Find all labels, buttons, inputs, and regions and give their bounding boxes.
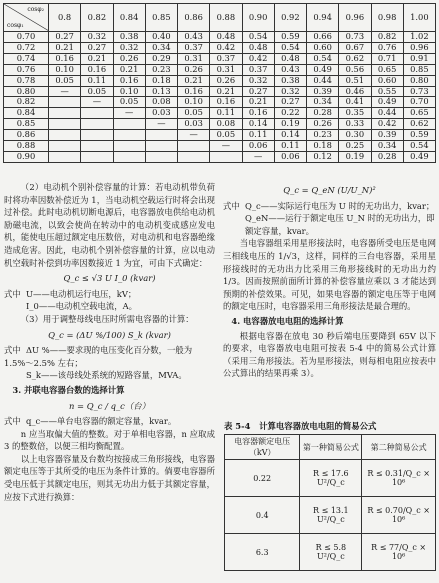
table-cell: R ≤ 5.8 U²/Q_c xyxy=(300,534,362,571)
table-cell xyxy=(49,119,81,130)
table-cell: 0.05 xyxy=(210,130,242,141)
table-cell xyxy=(210,151,242,162)
table-row xyxy=(4,119,436,130)
table-cell: 0.26 xyxy=(178,64,210,75)
table-cell xyxy=(113,119,145,130)
table-cell: 0.82 xyxy=(371,32,403,43)
column-header: 0.92 xyxy=(274,4,306,32)
table-row xyxy=(4,64,436,75)
diagonal-header-cell xyxy=(4,4,49,32)
table-cell: 0.39 xyxy=(371,130,403,141)
table-cell: 0.49 xyxy=(403,151,435,162)
table-cell: 0.32 xyxy=(242,75,274,86)
discharge-resistor-table xyxy=(224,434,436,571)
table-cell xyxy=(145,151,177,162)
table-cell: 0.41 xyxy=(339,97,371,108)
column-header: 0.86 xyxy=(178,4,210,32)
table-cell xyxy=(81,130,113,141)
table-cell: 0.26 xyxy=(307,119,339,130)
table-cell: 0.59 xyxy=(403,130,435,141)
table-cell: 0.08 xyxy=(210,119,242,130)
table-cell: 0.62 xyxy=(403,119,435,130)
table-cell: 0.65 xyxy=(403,108,435,119)
row-label: 0.74 xyxy=(4,53,49,64)
table-cell: 0.43 xyxy=(274,64,306,75)
column-header: 0.85 xyxy=(145,4,177,32)
formula-count: n = Q_c / q_c（台） xyxy=(69,400,150,411)
definitions-bus xyxy=(4,344,215,382)
table-cell: 0.16 xyxy=(178,86,210,97)
table-cell: 0.28 xyxy=(307,108,339,119)
table-row xyxy=(4,86,436,97)
table-cell: 0.62 xyxy=(339,53,371,64)
where-label: 式中 xyxy=(4,288,21,299)
table-cell xyxy=(81,141,113,152)
table-cell: 0.65 xyxy=(371,64,403,75)
row-label: 0.80 xyxy=(4,86,49,97)
table-cell: 0.06 xyxy=(274,151,306,162)
table-cell xyxy=(113,130,145,141)
column-header: 0.94 xyxy=(307,4,339,32)
table-cell: 0.46 xyxy=(339,86,371,97)
table-cell: 0.21 xyxy=(49,42,81,53)
table-cell: 0.22 xyxy=(225,460,300,497)
row-label: 0.76 xyxy=(4,64,49,75)
table-cell: — xyxy=(242,151,274,162)
table-cell: 0.03 xyxy=(145,108,177,119)
table-cell: 0.05 xyxy=(49,75,81,86)
table-cell: 0.67 xyxy=(339,42,371,53)
table-cell: 0.34 xyxy=(371,141,403,152)
table-cell: 0.73 xyxy=(403,86,435,97)
table-cell: 0.14 xyxy=(242,119,274,130)
table-cell: 0.16 xyxy=(210,97,242,108)
column-header: 0.82 xyxy=(81,4,113,32)
row-label: 0.72 xyxy=(4,42,49,53)
table-cell: 0.37 xyxy=(242,64,274,75)
table-cell: 0.71 xyxy=(371,53,403,64)
column-header: 电容器额定电压（kV） xyxy=(225,435,300,460)
column-header: 第二种简易公式 xyxy=(362,435,436,460)
table-cell: 0.10 xyxy=(113,86,145,97)
table-cell: 0.54 xyxy=(242,32,274,43)
table-cell: — xyxy=(210,141,242,152)
table-cell: 0.23 xyxy=(145,64,177,75)
table-cell: 0.16 xyxy=(113,75,145,86)
table-cell xyxy=(49,130,81,141)
row-label: 0.88 xyxy=(4,141,49,152)
table-cell: 0.80 xyxy=(403,75,435,86)
column-header: 1.00 xyxy=(403,4,435,32)
table-cell xyxy=(113,151,145,162)
table-cell: 0.05 xyxy=(178,108,210,119)
table-cell: 0.27 xyxy=(81,42,113,53)
table-caption xyxy=(224,420,436,432)
table-cell: 0.54 xyxy=(403,141,435,152)
column-header: 0.90 xyxy=(242,4,274,32)
table-cell: 0.44 xyxy=(371,108,403,119)
where-label: 式中 xyxy=(4,416,21,427)
table-cell: 0.44 xyxy=(307,75,339,86)
table-cell: 0.11 xyxy=(81,75,113,86)
table-cell: 0.51 xyxy=(339,75,371,86)
table-cell: 0.38 xyxy=(113,32,145,43)
row-label: 0.86 xyxy=(4,130,49,141)
table-cell: 0.60 xyxy=(307,42,339,53)
table-cell xyxy=(81,151,113,162)
table-cell xyxy=(81,108,113,119)
table-cell: 0.05 xyxy=(81,86,113,97)
table-cell: 0.11 xyxy=(210,108,242,119)
table-cell: 0.56 xyxy=(339,64,371,75)
table-cell: 0.13 xyxy=(145,86,177,97)
table-cell: 0.34 xyxy=(307,97,339,108)
table-cell: 0.19 xyxy=(339,151,371,162)
column-header: 第一种简易公式 xyxy=(300,435,362,460)
table-cell: 0.22 xyxy=(274,108,306,119)
table-cell: — xyxy=(81,97,113,108)
table-cell: 6.3 xyxy=(225,534,300,571)
table-cell: 0.54 xyxy=(274,42,306,53)
table-cell: 0.31 xyxy=(178,53,210,64)
table-row xyxy=(4,75,436,86)
table-cell: 0.54 xyxy=(307,53,339,64)
table-cell: 0.10 xyxy=(178,97,210,108)
table-cell: 0.14 xyxy=(274,130,306,141)
where-label: 式中 xyxy=(223,200,240,211)
table-row xyxy=(4,42,436,53)
table-cell: 0.30 xyxy=(339,130,371,141)
row-label: 0.78 xyxy=(4,75,49,86)
table-cell xyxy=(49,97,81,108)
table-cell xyxy=(145,130,177,141)
table-cell: 0.85 xyxy=(403,64,435,75)
table-cell xyxy=(49,151,81,162)
definitions-motor xyxy=(4,288,215,313)
table-cell: 0.4 xyxy=(225,497,300,534)
table-cell: 0.16 xyxy=(49,53,81,64)
table-cell: 0.31 xyxy=(210,64,242,75)
table-cell xyxy=(178,141,210,152)
table-cell: 0.11 xyxy=(274,141,306,152)
table-cell: 0.73 xyxy=(339,32,371,43)
table-cell: 0.43 xyxy=(178,32,210,43)
table-cell: 0.21 xyxy=(178,75,210,86)
table-cell: 0.70 xyxy=(403,97,435,108)
table-cell: 0.08 xyxy=(145,97,177,108)
table-cell: 0.37 xyxy=(178,42,210,53)
table-cell: 0.35 xyxy=(339,108,371,119)
table-cell: 0.33 xyxy=(339,119,371,130)
table-cell xyxy=(178,151,210,162)
table-cell: 0.10 xyxy=(49,64,81,75)
table-cell: 0.34 xyxy=(145,42,177,53)
table-cell: 0.29 xyxy=(145,53,177,64)
paragraph-bus-voltage: （3）用于调整母线电压时所需电容器的计算： xyxy=(20,313,194,324)
table-row xyxy=(4,32,436,43)
table-cell: 0.42 xyxy=(210,42,242,53)
paragraph-voltage-conversion: 以上电容器容量及台数均按接成三角形接线，电容器额定电压等于其所受的电压为条件计算的。倘要电容器所受电压低于其额定电压，则其无功出力低于其额定容量，应按下式进行换算： xyxy=(4,453,215,502)
def-unit-capacity: q_c——单台电容器的额定容量，kvar。 xyxy=(26,416,177,427)
table-cell xyxy=(49,108,81,119)
where-label: 式中 xyxy=(4,345,21,356)
header-cos-phi1: cosφ₁ xyxy=(7,22,24,29)
table-cell: 0.21 xyxy=(210,86,242,97)
table-row xyxy=(225,460,436,497)
column-header: 0.84 xyxy=(113,4,145,32)
paragraph-discharge-resistor: 根据电容器在放电 30 秒后端电压要降到 65V 以下的要求，电容器放电电阻可按表 5-4 中的简易公式计算（采用三角形接法。若为星形接法，则每相电阻应按表中公式算出的结果再乘 3）。 xyxy=(223,330,436,379)
paragraph-star-connection: 当电容器组采用星形接法时，电容器所受电压是电网三相线电压的 1/√3，这样，同样的三台电容器，采用星形接线时的无功出力比采用三角形接线时的无功出力约 1/3。因而按照前面所计算的补偿容量应乘以 3 才能达到预期的补偿效果。可见，如果电容器的额定电压等于电网的额定电压时，电容器采用三角形接法是最合理的。 xyxy=(223,238,436,312)
table-cell: 0.55 xyxy=(371,86,403,97)
table-cell: 0.32 xyxy=(274,86,306,97)
table-cell xyxy=(113,141,145,152)
table-cell: 0.25 xyxy=(339,141,371,152)
table-cell: 0.42 xyxy=(242,53,274,64)
table-cell xyxy=(49,141,81,152)
table-cell: 0.66 xyxy=(307,32,339,43)
table-cell: 0.39 xyxy=(307,86,339,97)
row-label: 0.90 xyxy=(4,151,49,162)
table-cell: 0.26 xyxy=(210,75,242,86)
table-cell: 0.21 xyxy=(81,53,113,64)
table-cell: 0.42 xyxy=(371,119,403,130)
table-cell: — xyxy=(113,108,145,119)
table-row xyxy=(4,97,436,108)
table-cell: 0.27 xyxy=(242,86,274,97)
formula-output: Q_c = Q_eN (U/U_N)² xyxy=(283,185,376,195)
def-voltage: U——电动机运行电压，kV； xyxy=(26,288,137,299)
table-cell: 0.19 xyxy=(274,119,306,130)
formula-bus: Q_c = (ΔU %/100) S_k (kvar) xyxy=(48,329,171,340)
table-row xyxy=(225,497,436,534)
table-row xyxy=(225,534,436,571)
table-cell: 0.49 xyxy=(307,64,339,75)
right-column xyxy=(223,181,436,380)
table-cell: — xyxy=(49,86,81,97)
table-cell: 0.21 xyxy=(113,64,145,75)
table-row xyxy=(4,141,436,152)
def-noload-current: I_0——电动机空载电流，A。 xyxy=(26,301,137,312)
table-cell: 0.76 xyxy=(371,42,403,53)
table-row xyxy=(4,151,436,162)
def-short-circuit: S_k——该母线处系统的短路容量，MVA。 xyxy=(26,370,187,381)
table-cell: 0.40 xyxy=(145,32,177,43)
table-row xyxy=(4,108,436,119)
table-cell: 0.48 xyxy=(210,32,242,43)
table-number: 表 5-4 xyxy=(224,421,251,431)
def-rated-output: Q_eN——运行于额定电压 U_N 时的无功出力，即额定容量，kvar。 xyxy=(245,213,435,236)
table-cell: 0.06 xyxy=(242,141,274,152)
table-cell xyxy=(145,141,177,152)
table-row xyxy=(4,53,436,64)
table-cell: 0.49 xyxy=(371,97,403,108)
table-cell: 0.12 xyxy=(307,151,339,162)
row-label: 0.70 xyxy=(4,32,49,43)
table-cell: 0.16 xyxy=(81,64,113,75)
table-cell: 0.18 xyxy=(307,141,339,152)
column-header: 0.88 xyxy=(210,4,242,32)
table-cell: 0.32 xyxy=(81,32,113,43)
column-header: 0.8 xyxy=(49,4,81,32)
paragraph-count-rule: n 应当取偏大值的整数。对于单相电容器，n 应取成 3 的整数倍，以便三相均衡配置。 xyxy=(4,428,215,452)
table-row xyxy=(4,130,436,141)
table-cell: 0.59 xyxy=(274,32,306,43)
table-cell: 0.32 xyxy=(113,42,145,53)
table-cell: R ≤ 13.1 U²/Q_c xyxy=(300,497,362,534)
table-cell: 0.91 xyxy=(403,53,435,64)
table-title: 计算电容器放电电阻的简易公式 xyxy=(259,421,377,431)
table-cell: 0.03 xyxy=(178,119,210,130)
row-label: 0.84 xyxy=(4,108,49,119)
table-cell: 0.48 xyxy=(274,53,306,64)
table-cell: R ≤ 0.70/Q_c × 10⁶ xyxy=(362,497,436,534)
table-cell: 0.37 xyxy=(210,53,242,64)
table-cell: 0.27 xyxy=(274,97,306,108)
table-cell: R ≤ 0.31/Q_c × 10⁶ xyxy=(362,460,436,497)
row-label: 0.85 xyxy=(4,119,49,130)
table-cell: 0.27 xyxy=(49,32,81,43)
table-cell xyxy=(81,119,113,130)
table-cell: 0.28 xyxy=(371,151,403,162)
column-header: 0.98 xyxy=(371,4,403,32)
table-cell: 0.48 xyxy=(242,42,274,53)
table-cell: 0.96 xyxy=(403,42,435,53)
table-header-row xyxy=(4,4,436,32)
table-cell: 1.02 xyxy=(403,32,435,43)
table-cell: 0.05 xyxy=(113,97,145,108)
section-heading-3: 3. 并联电容器台数的选择计算 xyxy=(12,384,125,395)
def-actual-output: Q_c——实际运行电压为 U 时的无功出力，kvar； xyxy=(245,200,435,211)
table-cell: 0.18 xyxy=(145,75,177,86)
table-cell: — xyxy=(178,130,210,141)
def-voltage-change: ΔU %——要求现的电压变化百分数，一般为 1.5%～2.5% 左右； xyxy=(4,345,193,368)
table-cell: 0.21 xyxy=(242,97,274,108)
table-cell: R ≤ 77/Q_c × 10⁶ xyxy=(362,534,436,571)
compensation-coefficient-table xyxy=(3,3,436,163)
table-header-row xyxy=(225,435,436,460)
table-cell: R ≤ 17.6 U²/Q_c xyxy=(300,460,362,497)
definitions-count xyxy=(4,415,215,428)
row-label: 0.82 xyxy=(4,97,49,108)
table-cell: 0.26 xyxy=(113,53,145,64)
header-cos-phi2: cosφ₂ xyxy=(27,6,44,13)
table-cell: 0.23 xyxy=(307,130,339,141)
section-heading-4: 4. 电容器放电电阻的选择计算 xyxy=(231,315,344,326)
definitions-output xyxy=(223,200,436,238)
table-cell: — xyxy=(145,119,177,130)
formula-motor: Q_c ≤ √3 U I_0 (kvar) xyxy=(63,273,156,284)
paragraph-motor-compensation: （2）电动机个别补偿容量的计算：若电动机带负荷时将功率因数补偿近为 1，当电动机空载运行时将会出现过补偿。此时电动机切断电源后，电容器放电供给电动机励磁电流，以致会使尚在转动中的电动机变成感应发电机，能使电压超过额定电压数倍，对电动机和电容器绝缘造成危害。因此，电动机个别补偿容量的计算，应以电动机空载时补偿到功率因数接近 1 为宜，可由下式确定： xyxy=(4,182,215,268)
left-column xyxy=(4,181,215,503)
table-cell: 0.16 xyxy=(242,108,274,119)
column-header: 0.96 xyxy=(339,4,371,32)
table-cell: 0.38 xyxy=(274,75,306,86)
table-cell: 0.11 xyxy=(242,130,274,141)
table-cell: 0.60 xyxy=(371,75,403,86)
